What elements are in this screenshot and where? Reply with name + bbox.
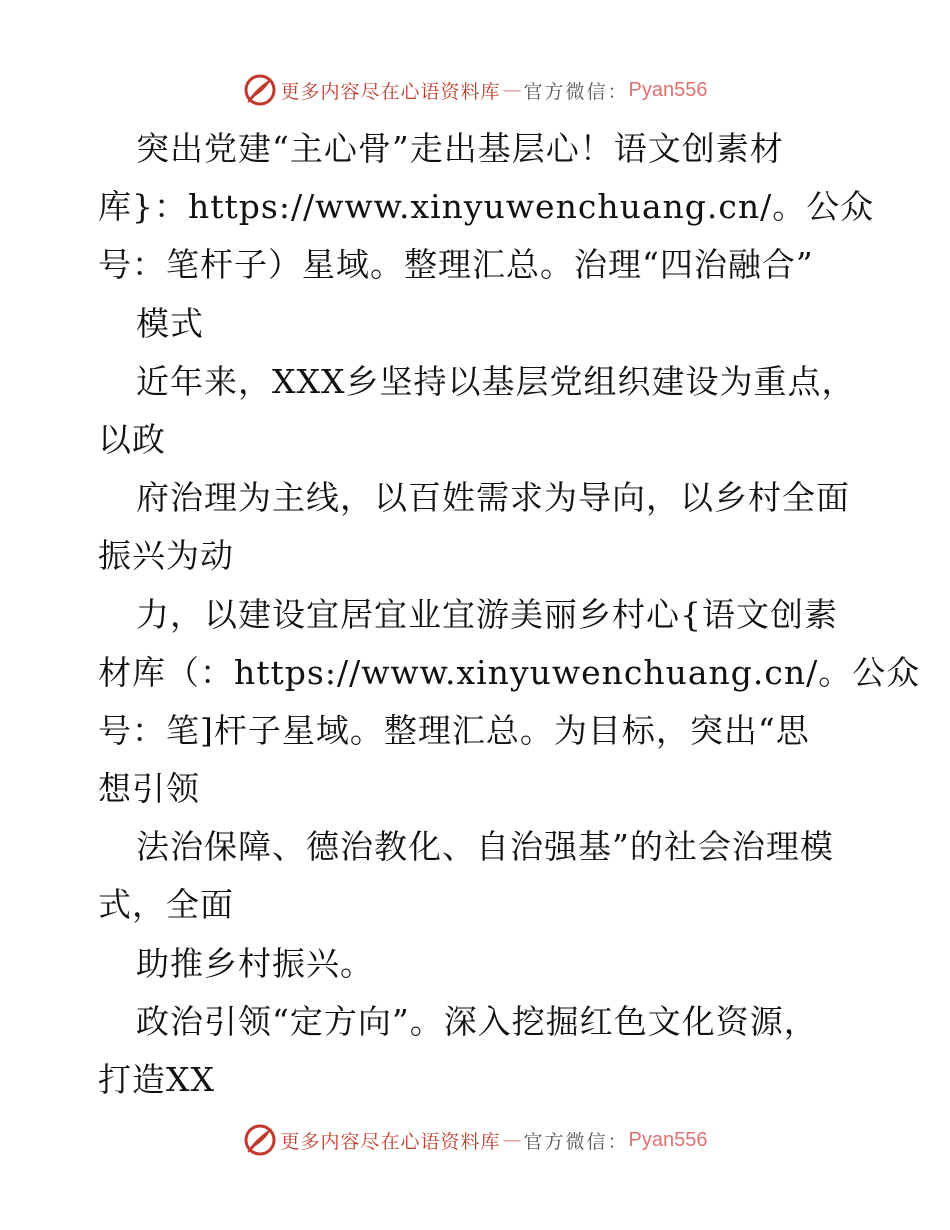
header-banner-text: 更多内容尽在心语资料库 [280,80,501,103]
quill-logo-icon [243,73,277,107]
text-line: 政治引领“定方向”。深入挖掘红色文化资源， [136,1001,818,1041]
header-wechat-label: 官方微信： [523,80,629,103]
text-line: 打造XX [98,1060,215,1099]
text-line: 振兴为动 [98,536,234,576]
quill-logo-icon [243,1123,277,1157]
header-banner [0,70,950,110]
text-line: 力，以建设宜居宜业宜游美丽乡村心{语文创素 [136,594,838,634]
text-line: 式，全面 [98,885,234,925]
footer-wechat-id: Pyan556 [628,1128,708,1151]
text-line: 号：笔杆子）星域。整理汇总。治理“四治融合” [98,245,814,285]
document-body [98,120,921,1109]
footer-banner-text: 更多内容尽在心语资料库 [280,1130,501,1153]
text-line: 库}：https://www.xinyuwenchuang.cn/。公众 [98,187,875,227]
text-line: 助推乡村振兴。 [136,943,374,983]
text-line: 府治理为主线，以百姓需求为导向，以乡村全面 [136,478,850,518]
footer-wechat-label: 官方微信： [523,1130,629,1153]
text-line: 号：笔]杆子星域。整理汇总。为目标，突出“思 [98,710,810,750]
header-separator: — [502,79,522,101]
text-line: 近年来，XXX乡坚持以基层党组织建设为重点， [136,361,856,401]
footer-banner [0,1120,950,1160]
footer-separator: — [502,1129,522,1151]
text-line: 材库（：https://www.xinyuwenchuang.cn/。公众 [98,652,921,692]
text-line: 法治保障、德治教化、自治强基”的社会治理模 [136,827,834,867]
text-line: 突出党建“主心骨”走出基层心！语文创素材 [136,129,784,168]
header-wechat-id: Pyan556 [628,78,708,101]
text-line: 想引领 [98,769,200,809]
text-line: 以政 [98,419,166,459]
text-line: 模式 [136,303,204,343]
